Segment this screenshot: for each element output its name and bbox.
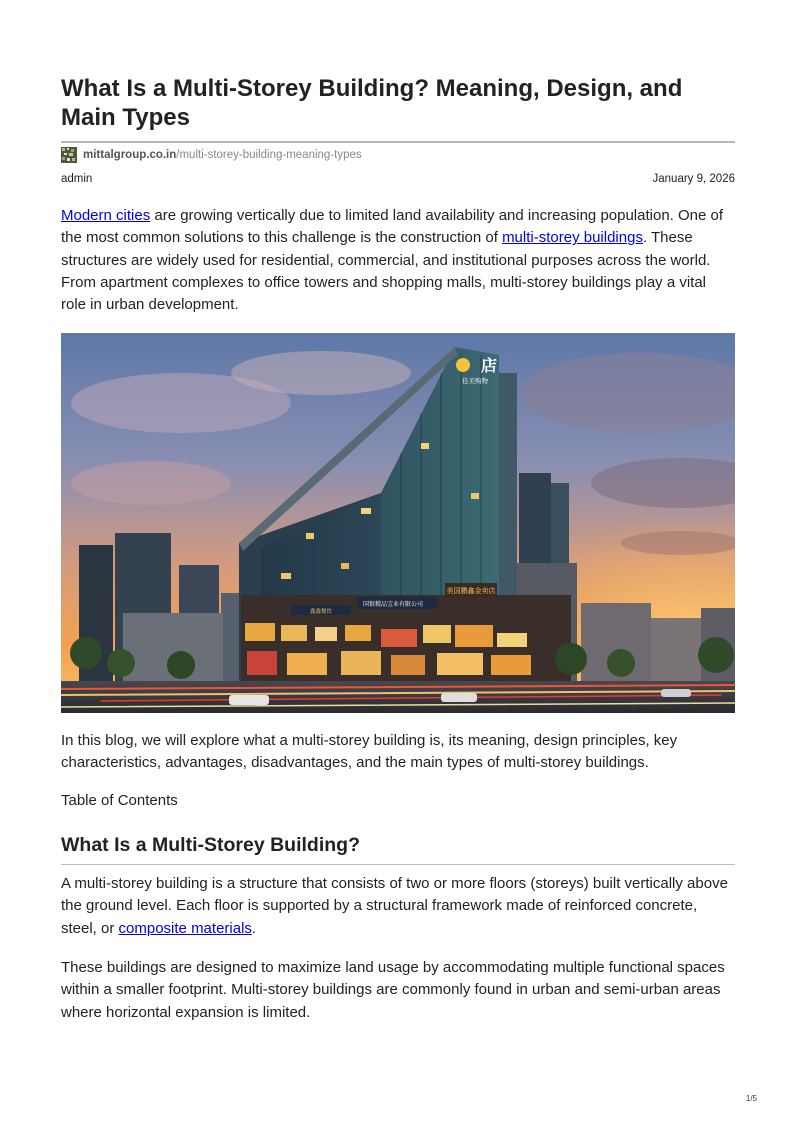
definition-end: . [251,919,257,937]
hero-banner-3: 鑫鑫餐饮 [309,609,333,615]
section-divider [61,864,735,865]
title-divider [61,141,735,143]
source-domain: mittalgroup.co.in [83,149,177,161]
hero-banner-2: 国银精品宝业有限公司 [362,601,424,608]
definition-text: A multi-storey building is a structure that consists of two or more floors (storeys) built vertically above the ground level. Each floor is supported by a structural framework made of reinforced concrete, steel, or [61,875,728,937]
hero-sign-sub: 佳美购物 [462,377,488,385]
section-heading: What Is a Multi-Storey Building? [61,834,360,856]
hero-image [61,333,735,713]
table-of-contents[interactable]: Table of Contents [61,792,178,809]
modern-cities-link[interactable]: Modern cities [61,207,151,224]
definition-paragraph [61,873,735,940]
intro-text-1: are growing vertically due to limited land availability and increasing population. One of the most common solutions to this challenge is the construction of [61,207,724,247]
intro-paragraph [61,205,735,316]
hero-banner-1: 美国鹏鑫金卖店 [446,587,496,595]
multi-storey-buildings-link[interactable]: multi-storey buildings [502,229,643,247]
intro-text-2: . These structures are widely used for residential, commercial, and institutional purposes across the world. From apartment complexes to office towers and shopping malls, multi-storey buildings play a vital role in urban development. [61,229,711,314]
page-title: What Is a Multi-Storey Building? Meaning, Design, and Main Types [61,75,683,131]
source-url[interactable] [61,147,362,163]
source-path: /multi-storey-building-meaning-types [176,149,362,161]
blog-intro-paragraph: In this blog, we will explore what a multi-storey building is, its meaning, design principles, key characteristics, advantages, disadvantages, and the main types of multi-storey buildings. [61,732,678,772]
author: admin [61,173,93,185]
usage-paragraph: These buildings are designed to maximize land usage by accommodating multiple functional spaces within a smaller footprint. Multi-storey buildings are commonly found in urban and semi-urban areas where horizontal expansion is limited. [61,959,725,1021]
article-meta [61,173,735,185]
site-favicon-icon [61,147,77,163]
publish-date: January 9, 2026 [652,173,735,185]
page-number: 1/5 [745,1094,757,1103]
composite-materials-link[interactable]: composite materials [118,919,252,937]
hero-sign-char: 店 [481,356,498,375]
